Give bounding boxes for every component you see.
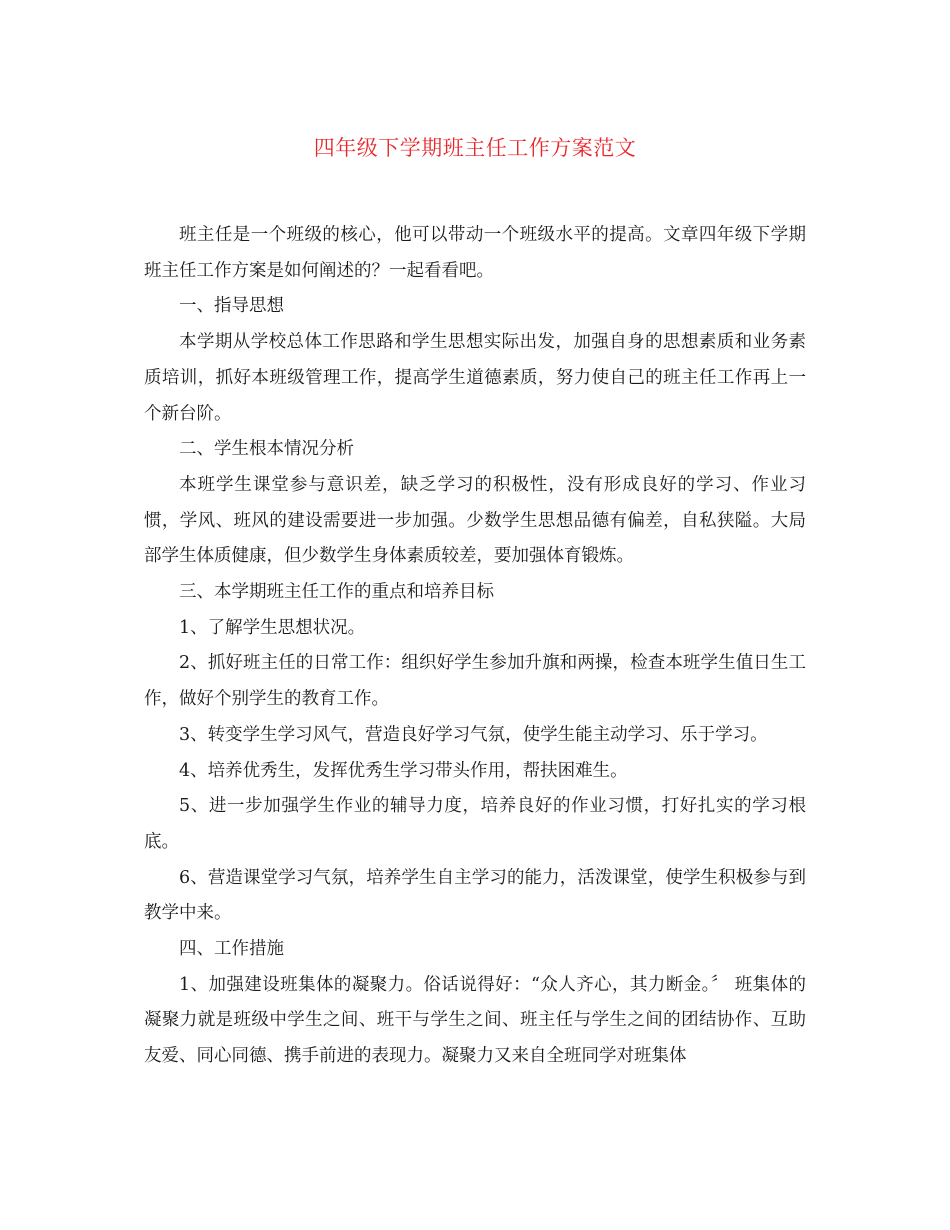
goal-item-1: 1、了解学生思想状况。 xyxy=(179,617,366,638)
section-heading-student-analysis: 二、学生根本情况分析 xyxy=(179,439,354,460)
goal-item-2: 2、抓好班主任的日常工作：组织好学生参加升旗和两操，检查本班学生值日生工作，做好个别学生的教育工作。 xyxy=(144,653,806,710)
paragraph-student-analysis: 本班学生课堂参与意识差，缺乏学习的积极性，没有形成良好的学习、作业习惯，学风、班风的建设需要进一步加强。少数学生思想品德有偏差，自私狭隘。大局部学生体质健康，但少数学生身体素质较差，要加强体育锻炼。 xyxy=(144,474,806,567)
section-heading-guiding-ideology: 一、指导思想 xyxy=(179,296,284,317)
goal-item-5: 5、进一步加强学生作业的辅导力度，培养良好的作业习惯，打好扎实的学习根底。 xyxy=(144,796,806,852)
section-heading-work-measures: 四、工作措施 xyxy=(179,939,284,960)
document-body xyxy=(144,218,806,1075)
document-title: 四年级下学期班主任工作方案范文 xyxy=(313,136,637,160)
intro-paragraph: 班主任是一个班级的核心，他可以带动一个班级水平的提高。文章四年级下学期班主任工作方案是如何阐述的？一起看看吧。 xyxy=(144,225,806,281)
goal-item-3: 3、转变学生学习风气，营造良好学习气氛，使学生能主动学习、乐于学习。 xyxy=(179,724,768,745)
measure-item-1: 1、加强建设班集体的凝聚力。俗话说得好：“众人齐心，其力断金。〞 班集体的凝聚力就是班级中学生之间、班干与学生之间、班主任与学生之间的团结协作、互助友爱、同心同德、携手前进的表现力。凝聚力又来自全班同学对班集体 xyxy=(144,974,806,1067)
paragraph-guiding-ideology: 本学期从学校总体工作思路和学生思想实际出发，加强自身的思想素质和业务素质培训，抓好本班级管理工作，提高学生道德素质，努力使自己的班主任工作再上一个新台阶。 xyxy=(144,332,806,424)
section-heading-key-goals: 三、本学期班主任工作的重点和培养目标 xyxy=(179,582,494,603)
goal-item-6: 6、营造课堂学习气氛，培养学生自主学习的能力，活泼课堂，使学生积极参与到教学中来。 xyxy=(144,867,806,924)
goal-item-4: 4、培养优秀生，发挥优秀生学习带头作用，帮扶困难生。 xyxy=(179,760,628,781)
